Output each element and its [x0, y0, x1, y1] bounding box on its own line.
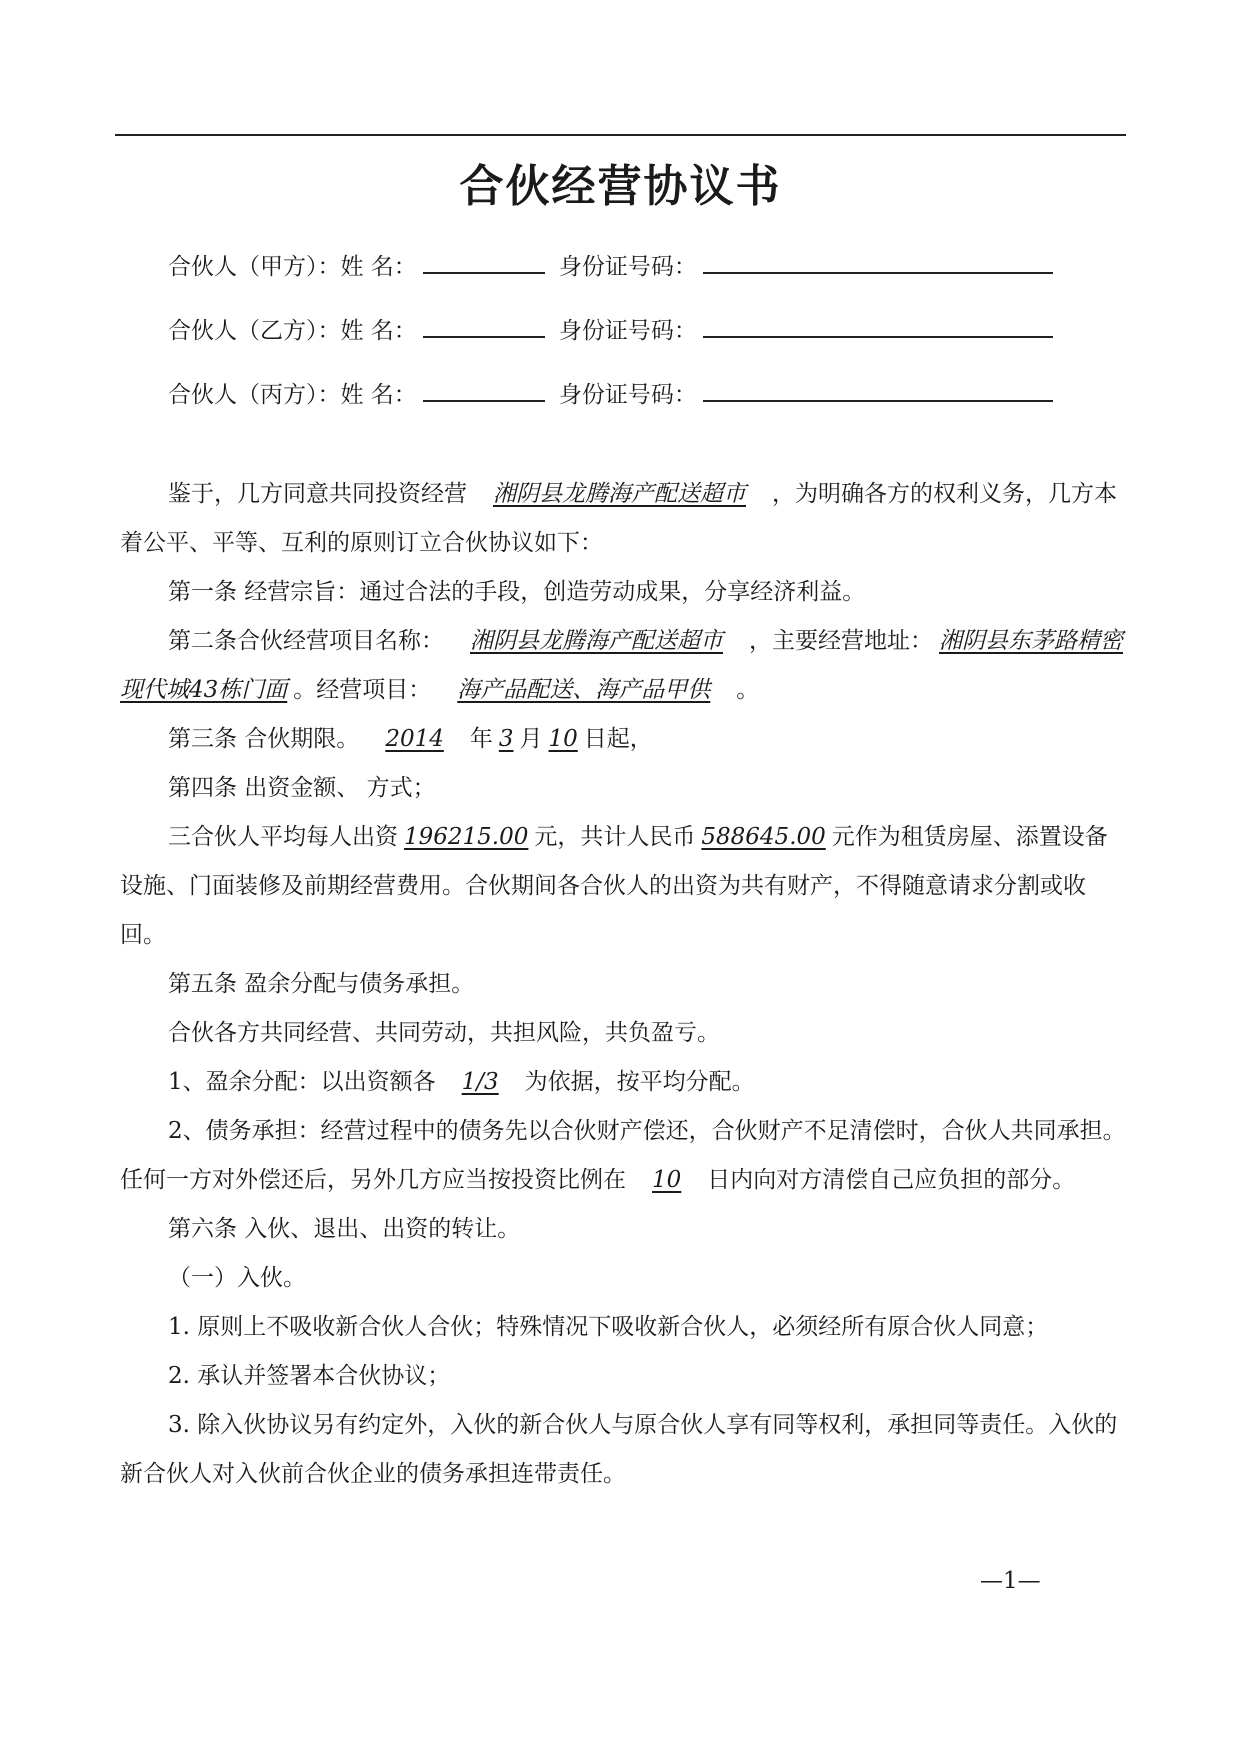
article-text: 。 — [736, 677, 760, 703]
party-label: 合伙人（甲方）：姓 名： — [168, 254, 417, 280]
name-blank — [423, 306, 545, 338]
agreement-body — [120, 470, 1130, 1499]
article-text: 元，共计人民币 — [534, 824, 696, 850]
article-6-item-3: 3. 除入伙协议另有约定外，入伙的新合伙人与原合伙人享有同等权利，承担同等责任。入伙的新合伙人对入伙前合伙企业的债务承担连带责任。 — [120, 1412, 1118, 1487]
name-blank — [423, 370, 545, 402]
article-text: 2、债务承担：经营过程中的债务先以合伙财产偿还，合伙财产不足清偿时，合伙人共同承担。 任何一方对外偿还后，另外几方应当按投资比例在 — [120, 1118, 1126, 1193]
article-text: 1、盈余分配：以出资额各 — [168, 1069, 436, 1095]
id-label: 身份证号码： — [558, 254, 697, 280]
article-text: 元作为租赁房屋、添置设备设施、门面装修及前期经营费用。合伙期间各合伙人的出资为共有财产，不得随意请求分割或收回。 — [120, 824, 1108, 948]
article-text: 日内向对方清偿自己应负担的部分。 — [707, 1167, 1076, 1193]
name-blank — [423, 242, 545, 274]
address-field: 湘阴县东茅路精密现代城43栋门面 — [120, 628, 1123, 703]
article-text: 第三条 合伙期限。 — [168, 726, 360, 752]
article-5: 第五条 盈余分配与债务承担。 — [168, 971, 475, 997]
article-1: 第一条 经营宗旨：通过合法的手段，创造劳动成果，分享经济利益。 — [168, 579, 866, 605]
article-4: 第四条 出资金额、 方式； — [168, 775, 436, 801]
per-person-amount-field: 196215.00 — [404, 824, 529, 850]
article-6-item-1: 1. 原则上不吸收新合伙人合伙；特殊情况下吸收新合伙人，必须经所有原合伙人同意； — [168, 1314, 1049, 1340]
start-day-field: 10 — [548, 726, 578, 752]
id-label: 身份证号码： — [558, 382, 697, 408]
party-row-bing — [168, 370, 1059, 410]
article-5-item-2 — [120, 1107, 1130, 1205]
id-blank — [703, 370, 1053, 402]
article-text: 年 — [469, 726, 493, 752]
party-row-jia — [168, 242, 1059, 282]
total-amount-field: 588645.00 — [701, 824, 826, 850]
article-2 — [120, 617, 1130, 715]
top-rule — [115, 134, 1126, 136]
article-4-paragraph — [120, 813, 1130, 960]
article-5-item-1 — [120, 1058, 1130, 1107]
page-number: —1— — [980, 1568, 1041, 1594]
intro-text: ，为明确各方的权利义务，几方本着公平、平等、互利的原则订立合伙协议如下： — [120, 481, 1117, 556]
article-3 — [120, 715, 1130, 764]
project-name-field: 湘阴县龙腾海产配送超市 — [470, 628, 723, 654]
business-items-field: 海产品配送、海产品甲供 — [457, 677, 711, 703]
business-name-field: 湘阴县龙腾海产配送超市 — [493, 481, 746, 507]
article-6-item-2: 2. 承认并签署本合伙协议； — [168, 1363, 451, 1389]
article-text: 月 — [519, 726, 543, 752]
article-text: 为依据，按平均分配。 — [524, 1069, 755, 1095]
article-text: 第二条合伙经营项目名称： — [168, 628, 444, 654]
party-label: 合伙人（乙方）：姓 名： — [168, 318, 417, 344]
id-blank — [703, 242, 1053, 274]
article-6: 第六条 入伙、退出、出资的转让。 — [168, 1216, 521, 1242]
profit-share-field: 1/3 — [461, 1069, 499, 1095]
intro-text: 鉴于，几方同意共同投资经营 — [168, 481, 467, 507]
article-6-subheading: （一）入伙。 — [168, 1265, 306, 1291]
document-title: 合伙经营协议书 — [459, 161, 782, 212]
party-row-yi — [168, 306, 1059, 346]
repay-days-field: 10 — [652, 1167, 682, 1193]
start-year-field: 2014 — [385, 726, 444, 752]
id-label: 身份证号码： — [558, 318, 697, 344]
article-text: 日起， — [583, 726, 653, 752]
article-text: 。经营项目： — [293, 677, 432, 703]
article-5-paragraph: 合伙各方共同经营、共同劳动，共担风险，共负盈亏。 — [168, 1020, 720, 1046]
article-text: ，主要经营地址： — [749, 628, 933, 654]
start-month-field: 3 — [498, 726, 514, 752]
id-blank — [703, 306, 1053, 338]
party-label: 合伙人（丙方）：姓 名： — [168, 382, 417, 408]
article-text: 三合伙人平均每人出资 — [168, 824, 398, 850]
intro-paragraph — [120, 470, 1130, 568]
